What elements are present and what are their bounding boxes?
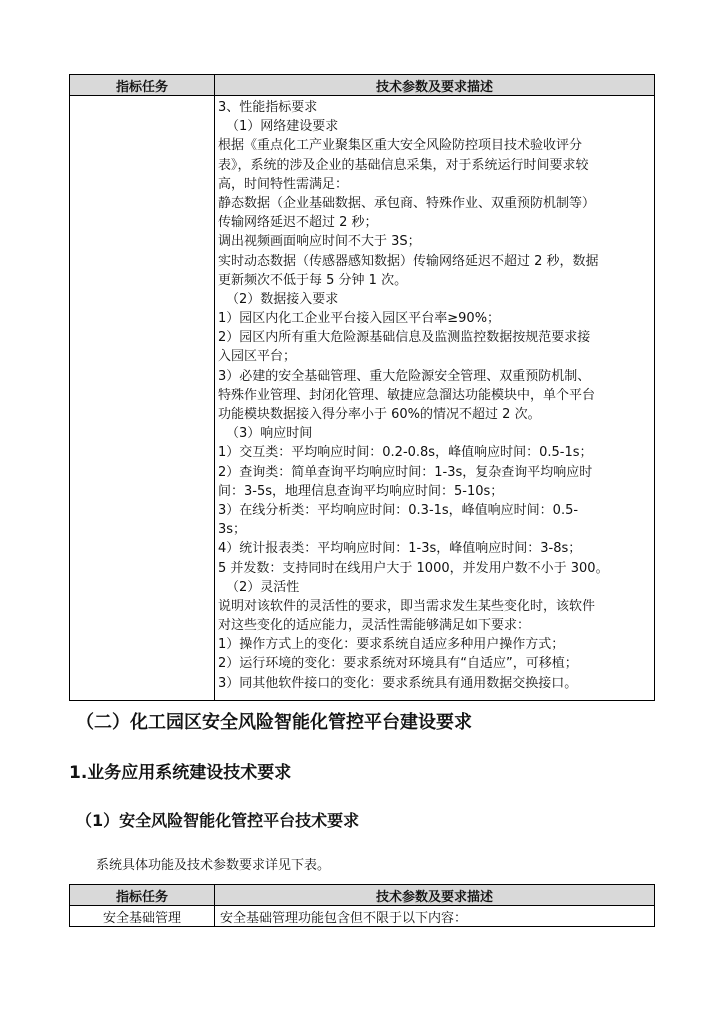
intro-paragraph: 系统具体功能及技术参数要求详见下表。	[96, 858, 331, 873]
header-description: 技术参数及要求描述	[215, 75, 655, 96]
description-line: 4）统计报表类：平均响应时间：1-3s，峰值响应时间：3-8s；	[218, 541, 582, 557]
spec-table-platform	[69, 884, 655, 927]
description-line: 1）交互类：平均响应时间：0.2-0.8s，峰值响应时间：0.5-1s；	[218, 445, 593, 461]
description-line: 3s；	[218, 522, 247, 538]
description-line: 3、性能指标要求	[218, 100, 318, 115]
table-header-row	[70, 885, 655, 906]
description-cell	[215, 96, 655, 701]
description-line: 2）查询类：简单查询平均响应时间：1-3s，复杂查询平均响应时	[218, 464, 593, 480]
header-task: 指标任务	[70, 75, 215, 96]
table-row	[70, 906, 655, 927]
description-line: 5 并发数：支持同时在线用户大于 1000，并发用户数不小于 300。	[218, 560, 609, 576]
description-line: 更新频次不低于每 5 分钟 1 次。	[218, 272, 408, 288]
header-task: 指标任务	[70, 885, 215, 906]
description-cell: 安全基础管理功能包含但不限于以下内容：	[215, 906, 655, 927]
description-line: 高，时间特性需满足：	[218, 176, 349, 192]
subsection-heading: 1.业务应用系统建设技术要求	[69, 763, 292, 783]
description-line: （1）网络建设要求	[226, 119, 339, 135]
table-header-row	[70, 75, 655, 96]
description-line: 间：3-5s，地理信息查询平均响应时间：5-10s；	[218, 483, 504, 499]
description-line: （3）响应时间	[226, 426, 313, 442]
spec-table-performance	[69, 74, 655, 701]
task-cell: 安全基础管理	[70, 906, 215, 927]
description-line: 根据《重点化工产业聚集区重大安全风险防控项目技术验收评分	[218, 138, 583, 154]
description-line: 入园区平台；	[218, 349, 297, 365]
description-line: 2）运行环境的变化：要求系统对环境具有“自适应”，可移植；	[218, 656, 578, 672]
description-line: （2）灵活性	[226, 579, 300, 595]
description-line: （2）数据接入要求	[226, 291, 339, 307]
description-line: 调出视频画面响应时间不大于 3S；	[218, 234, 421, 250]
description-line: 1）操作方式上的变化：要求系统自适应多种用户操作方式；	[218, 637, 565, 653]
description-line: 特殊作业管理、封闭化管理、敏捷应急溜达功能模块中，单个平台	[218, 387, 596, 403]
description-line: 1）园区内化工企业平台接入园区平台率≥90%；	[218, 311, 501, 327]
description-line: 对这些变化的适应能力，灵活性需能够满足如下要求：	[218, 618, 531, 634]
description-line: 功能模块数据接入得分率小于 60%的情况不超过 2 次。	[218, 407, 541, 422]
description-line: 说明对该软件的灵活性的要求，即当需求发生某些变化时，该软件	[218, 598, 596, 614]
description-line: 表》，系统的涉及企业的基础信息采集，对于系统运行时间要求较	[218, 157, 589, 173]
section-heading: （二）化工园区安全风险智能化管控平台建设要求	[76, 712, 472, 733]
header-description: 技术参数及要求描述	[215, 885, 655, 906]
task-cell	[70, 96, 215, 701]
description-line: 3）必建的安全基础管理、重大危险源安全管理、双重预防机制、	[218, 368, 591, 384]
subsubsection-heading: （1）安全风险智能化管控平台技术要求	[76, 811, 360, 830]
description-line: 传输网络延迟不超过 2 秒；	[218, 215, 378, 231]
table-row	[70, 96, 655, 701]
description-text	[215, 96, 654, 697]
description-line: 2）园区内所有重大危险源基础信息及监测监控数据按规范要求接	[218, 330, 591, 346]
description-line: 静态数据（企业基础数据、承包商、特殊作业、双重预防机制等）	[218, 195, 596, 211]
description-line: 3）同其他软件接口的变化：要求系统具有通用数据交换接口。	[218, 675, 578, 691]
description-line: 实时动态数据（传感器感知数据）传输网络延迟不超过 2 秒，数据	[218, 253, 599, 269]
description-line: 3）在线分析类：平均响应时间：0.3-1s，峰值响应时间：0.5-	[218, 502, 579, 518]
